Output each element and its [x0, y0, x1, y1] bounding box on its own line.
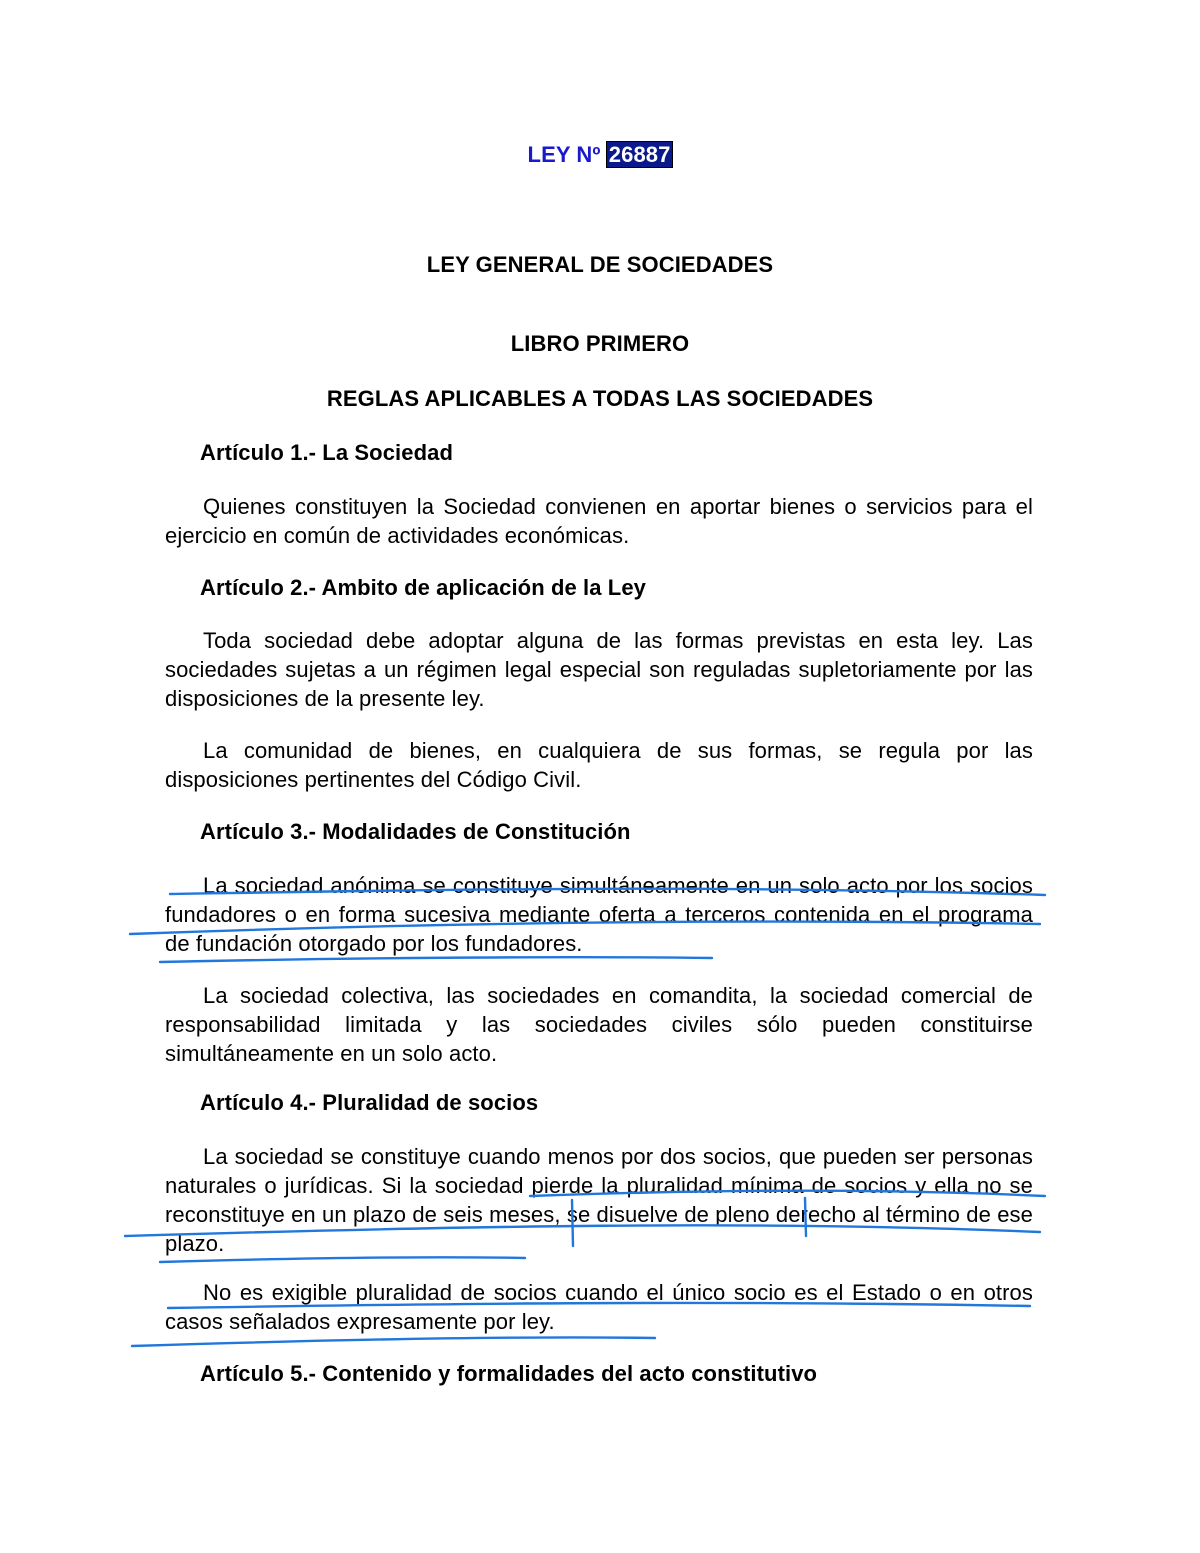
law-heading: [0, 140, 1200, 169]
article-3-paragraph-1: La sociedad anónima se constituye simultáneamente en un solo acto por los socios fundadores o en forma sucesiva mediante oferta a terceros contenida en el programa de fundación otorgado por los fundadores.: [165, 873, 1033, 956]
section-title: REGLAS APLICABLES A TODAS LAS SOCIEDADES: [326, 386, 874, 411]
article-3-heading: Artículo 3.- Modalidades de Constitución: [200, 819, 631, 844]
article-2-heading: Artículo 2.- Ambito de aplicación de la Ley: [200, 575, 647, 600]
article-5-heading: Artículo 5.- Contenido y formalidades del acto constitutivo: [200, 1361, 818, 1386]
article-1-heading: Artículo 1.- La Sociedad: [200, 440, 454, 465]
article-4-heading: Artículo 4.- Pluralidad de socios: [200, 1090, 539, 1115]
book-title: LIBRO PRIMERO: [510, 331, 690, 356]
article-3-paragraph-2: La sociedad colectiva, las sociedades en comandita, la sociedad comercial de responsabilidad limitada y las sociedades civiles sólo pueden constituirse simultáneamente en un solo acto.: [165, 983, 1033, 1066]
article-2-paragraph-2: La comunidad de bienes, en cualquiera de sus formas, se regula por las disposiciones pertinentes del Código Civil.: [165, 738, 1033, 792]
article-2-paragraph-1: Toda sociedad debe adoptar alguna de las formas previstas en esta ley. Las sociedades sujetas a un régimen legal especial son reguladas supletoriamente por las disposiciones de la presente ley.: [165, 628, 1033, 711]
law-prefix: LEY Nº: [527, 142, 601, 167]
underline-art4-p2-line2: [132, 1337, 655, 1346]
article-4-paragraph-1: La sociedad se constituye cuando menos por dos socios, que pueden ser personas naturales o jurídicas. Si la sociedad pierde la pluralidad mínima de socios y ella no se reconstituye en un plazo de seis meses, se disuelve de pleno derecho al término de ese plazo.: [165, 1144, 1033, 1256]
document-title: LEY GENERAL DE SOCIEDADES: [426, 252, 774, 277]
article-4-paragraph-2: No es exigible pluralidad de socios cuando el único socio es el Estado o en otros casos señalados expresamente por ley.: [165, 1280, 1033, 1334]
article-1-paragraph-1: Quienes constituyen la Sociedad convienen en aportar bienes o servicios para el ejercicio en común de actividades económicas.: [165, 494, 1033, 548]
law-number-highlight: 26887: [608, 142, 671, 167]
